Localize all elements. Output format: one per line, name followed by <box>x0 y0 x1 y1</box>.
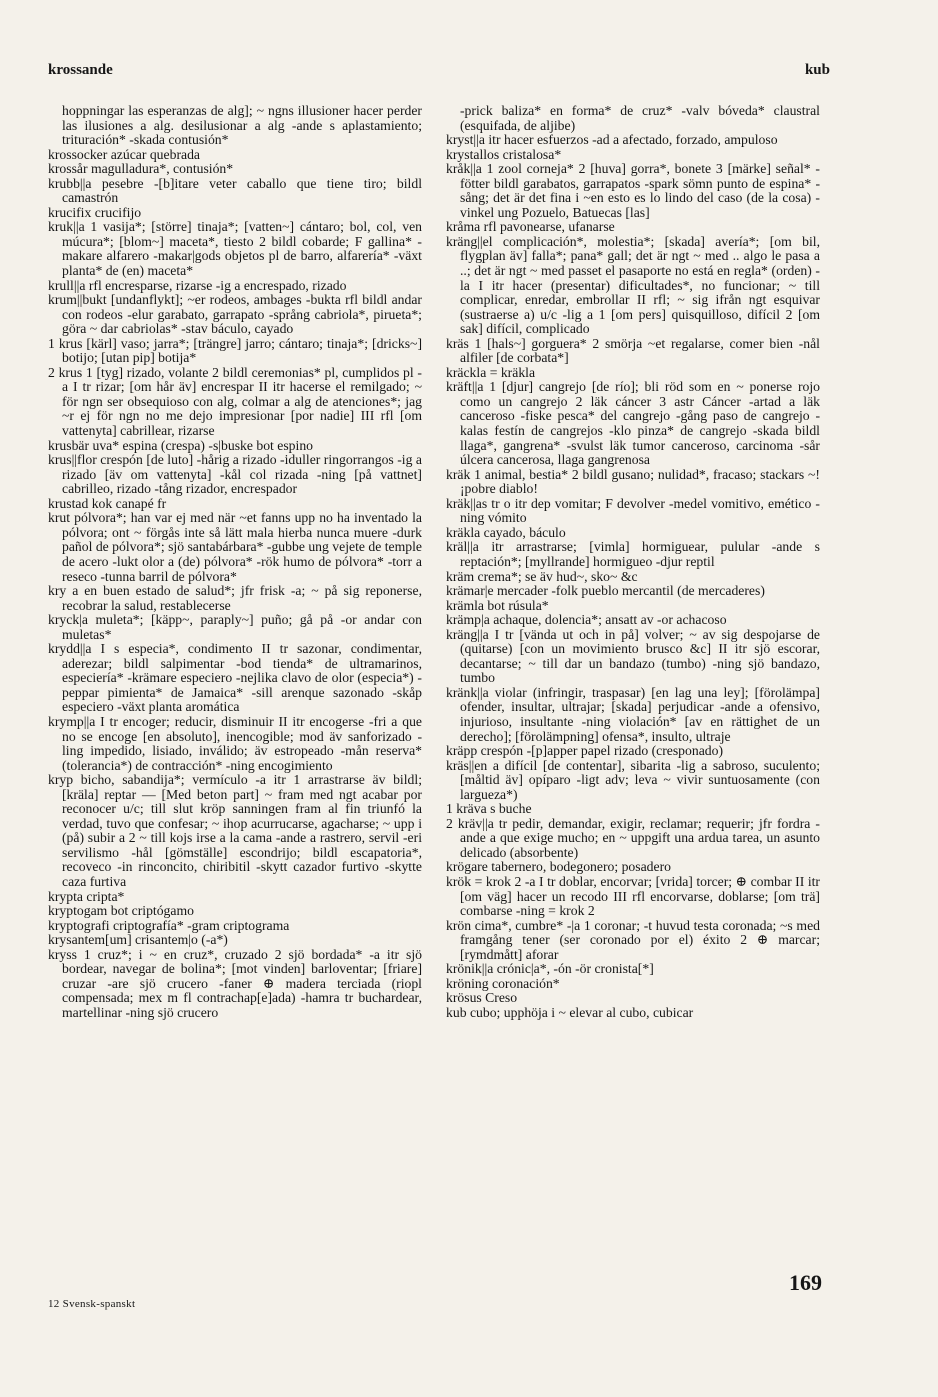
dictionary-entry: -prick baliza* en forma* de cruz* -valv bóveda* claustral (esquifada, de aljibe) <box>460 103 820 133</box>
dictionary-entry: 2 krus 1 [tyg] rizado, volante 2 bildl ceremonias* pl, cumplidos pl -a I tr rizar; [om hår äv] encrespar II itr hacerse el remilgado; ~ för ngn ser obsequioso con alg, colmar a alg de atenciones*; jag ~r ej för ngn no me dejo impresionar [por nadie] III rfl [om vattenyta] cabrillear, rizarse <box>48 364 422 439</box>
dictionary-entry: krystallos cristalosa* <box>446 146 562 162</box>
dictionary-entry: kub cubo; upphöja i ~ elevar al cubo, cubicar <box>446 1004 694 1020</box>
dictionary-entry: krämla bot rúsula* <box>446 597 549 613</box>
dictionary-entry: kräkla cayado, báculo <box>446 524 566 540</box>
dictionary-entry: krus||flor crespón [de luto] -hårig a rizado -iduller ringorrangos -ig a rizado [äv om vattenyta] -kål col rizada -ning [på vattnet] cabrilleo, rizado -tång rizador, encrespador <box>48 452 422 497</box>
dictionary-entry: kräl||a itr arrastrarse; [vimla] hormiguear, pulular -ande s reptación*; [myllrande] hormigueo -djur reptil <box>446 539 820 569</box>
running-head-last-word: kub <box>804 62 830 78</box>
dictionary-entry: kräft||a 1 [djur] cangrejo [de río]; bli röd som en ~ ponerse rojo como un cangrejo 2 läk cáncer 3 astr Cáncer -artad a läk canceroso -fiske pesca* del cangrejo -gång paso de cangrejo -kalas festín de cangrejos -klo pinza* de cangrejo -skada bildl llaga*, gangrena* -svulst läk tumor canceroso, carcinoma -sår úlcera cancerosa, llaga gangrenosa <box>446 379 820 468</box>
dictionary-entry: krämar|e mercader -folk pueblo mercantil (de mercaderes) <box>446 583 765 599</box>
dictionary-entry: kräk||as tr o itr dep vomitar; F devolver -medel vomitivo, emético -ning vómito <box>446 495 820 526</box>
dictionary-entry: kräk 1 animal, bestia* 2 bildl gusano; nulidad*, fracaso; stackars ~! ¡pobre diablo! <box>446 466 820 497</box>
signature-mark: 12 Svensk-spanskt <box>48 1298 136 1310</box>
dictionary-entry: 2 kräv||a tr pedir, demandar, exigir, reclamar; requerir; jfr fordra -ande a que exige mucho; en ~ uppgift una ardua tarea, un asunto delicado (absorbente) <box>446 815 820 860</box>
dictionary-entry: 1 kräva s buche <box>446 801 532 817</box>
dictionary-entry: kräng||el complicación*, molestia*; [skada] avería*; [om bil, flygplan äv] falla*; pana* gall; det är ngt ~ med .. algo le pasa a ..; det är ngt ~ med passet el pasaporte no está en regla* (orden) -la I itr hacer (presentar) dificultades*, no funcionar; ~ till complicar, enredar, embrollar II rfl; ~ sig ifrån ngt esquivar (sustraerse a) u/c -lig a 1 [om pers] quisquilloso, difícil 2 [om sak] difícil, complicado <box>446 233 820 337</box>
dictionary-entry: kryptografi criptografía* -gram criptograma <box>48 917 290 933</box>
dictionary-entry: kräm crema*; se äv hud~, sko~ &c <box>446 568 638 584</box>
dictionary-entry: kränk||a violar (infringir, traspasar) [en lag una ley]; [förolämpa] ofender, insultar, ultrajar; [skada] perjudicar -ande a ofensivo, injurioso, insultante -ning violación* [av en rättighet de un derecho]; [förolämpning] ofensa*, insulto, ultraje <box>446 684 820 744</box>
page-number: 169 <box>789 1270 822 1295</box>
dictionary-entry: krypta cripta* <box>48 888 125 904</box>
right-column <box>446 104 820 1020</box>
dictionary-entry: kröning coronación* <box>446 975 560 991</box>
running-head-first-word: krossande <box>48 62 113 78</box>
dictionary-entry: krämp|a achaque, dolencia*; ansatt av -or achacoso <box>446 612 727 628</box>
dictionary-entry: krön cima*, cumbre* -|a 1 coronar; -t huvud testa coronada; ~s med framgång tener (ser coronado por el) éxito 2 ⊕ marcar; [rymdmått] aforar <box>446 917 820 962</box>
dictionary-entry: 1 krus [kärl] vaso; jarra*; [trängre] jarro; cántaro; tinaja*; [dricks~] botijo; [utan pip] botija* <box>48 335 422 366</box>
dictionary-entry: kräng||a I tr [vända ut och in på] volver; ~ av sig despojarse de (quitarse) [con un movimiento brusco &c] II itr sjö escorar, decantarse; ~ till dar un bandazo (tumbo) -ning sjö bandazo, tumbo <box>446 626 820 686</box>
dictionary-entry: krull||a rfl encresparse, rizarse -ig a encrespado, rizado <box>48 277 347 293</box>
dictionary-entry: kråk||a 1 zool corneja* 2 [huva] gorra*, bonete 3 [märke] señal* -fötter bildl garabatos, garrapatos -spark sömn punto de espina* -sång; det är det fina i ~en esto es lo lindo del caso (de la cosa) -vinkel ung Pozuelo, Batuecas [las] <box>446 161 820 220</box>
dictionary-entry: krustad kok canapé fr <box>48 495 167 511</box>
dictionary-entry: krösus Creso <box>446 990 518 1006</box>
dictionary-entry: krossocker azúcar quebrada <box>48 146 200 162</box>
dictionary-entry: krönik||a crónic|a*, -ón -ör cronista[*] <box>446 961 654 977</box>
dictionary-entry: krysantem[um] crisantem|o (-a*) <box>48 932 228 948</box>
dictionary-entry: kryst||a itr hacer esfuerzos -ad a afectado, forzado, ampuloso <box>446 132 778 148</box>
dictionary-entry: kryss 1 cruz*; i ~ en cruz*, cruzado 2 sjö bordada* -a itr sjö bordear, navegar de bolina*; [mot vinden] barloventar; [friare] cruzar -are sjö crucero -faner ⊕ madera terciada (riopl compensada; mex m fl contrachap[e]ada) -hamra tr buchardear, martellinar -ning sjö crucero <box>48 946 422 1020</box>
dictionary-entry: kräckla = kräkla <box>446 364 536 380</box>
dictionary-entry: krum||bukt [undanflykt]; ~er rodeos, ambages -bukta rfl bildl andar con rodeos -elur garabato, garrapato -språng cabriola*, pirueta*; göra ~ dar cabriolas* -stav báculo, cayado <box>48 292 422 337</box>
dictionary-entry: kräpp crespón -[p]apper papel rizado (cresponado) <box>446 743 724 759</box>
dictionary-entry: krucifix crucifijo <box>48 204 142 220</box>
dictionary-entry: krut pólvora*; han var ej med när ~et fanns upp no ha inventado la pólvora; ont ~ förgås inte så lätt mala hierba nunca muere -durk pañol de pólvora*; sjö santabárbara* -gubbe ung vejete de temple de acero -lukt olor a (de) pólvora* -rök humo de pólvora* -torr a reseco -tunna barril de pólvora* <box>48 510 422 584</box>
dictionary-entry: kråma rfl pavonearse, ufanarse <box>446 219 615 235</box>
dictionary-entry: kräs 1 [hals~] gorguera* 2 smörja ~et regalarse, comer bien -nål alfiler [de corbata*] <box>446 335 820 366</box>
dictionary-entry: krydd||a I s especia*, condimento II tr sazonar, condimentar, aderezar; bildl salpimentar -bod tienda* de ultramarinos, especiería* -krämare especiero -nejlika clavo de olor (especia*) -peppar pimienta* de Jamaica* -sill arenque sazonado -skåp especiero -växt planta aromática <box>48 641 422 715</box>
dictionary-entry: kry a en buen estado de salud*; jfr frisk -a; ~ på sig reponerse, recobrar la salud, restablecerse <box>48 583 422 613</box>
dictionary-entry: kryptogam bot criptógamo <box>48 903 194 919</box>
left-column <box>48 104 422 1020</box>
dictionary-entry: krusbär uva* espina (crespa) -s|buske bot espino <box>48 437 314 453</box>
dictionary-entry: hoppningar las esperanzas de alg]; ~ ngns illusioner hacer perder las ilusiones a alg. desilusionar a alg -ande s aplastamiento; trituración* -skada contusión* <box>62 103 422 148</box>
dictionary-entry: krymp||a I tr encoger; reducir, disminuir II itr encogerse -fri a que no se encoge [en absoluto], inencogible; mod äv sanforizado -ling impedido, lisiado, inválido; äv estropeado -mån reserva* (tolerancia*) de contracción* -ning encogimiento <box>48 713 422 773</box>
dictionary-entry: kruk||a 1 vasija*; [större] tinaja*; [vatten~] cántaro; bol, col, ven múcura*; [blom~] maceta*, tiesto 2 bildl cobarde; F gallina* -makare alfarero -makar|gods objetos pl de barro, alfarería* -växt planta* de (en) maceta* <box>48 219 422 279</box>
dictionary-entry: kryp bicho, sabandija*; vermículo -a itr 1 arrastrarse äv bildl; [kräla] reptar — [Med beton part] ~ fram med ngt acabar por reconocer u/c; till slut kröp sanningen fram al fin triunfó la verdad, tuvo que confesar; ~ ihop acurrucarse, agacharse; ~ upp i (på) subir a 2 ~ till kojs irse a la cama -ande a rastrero, servil -eri servilismo -hål [gömställe] escondrijo; bildl escapatoria*, recoveco -in rinconcito, chiribitil -skytt cazador furtivo -skytte caza furtiva <box>48 772 422 889</box>
dictionary-entry: kryck|a muleta*; [käpp~, paraply~] puño; gå på -or andar con muletas* <box>48 612 422 642</box>
dictionary-entry: krubb||a pesebre -[b]itare veter caballo que tiene tiro; bildl camastrón <box>48 175 422 206</box>
dictionary-entry: krök = krok 2 -a I tr doblar, encorvar; [vrida] torcer; ⊕ combar II itr [om väg] hacer un recodo III rfl encorvarse, doblarse; [om trä] combarse -ning = krok 2 <box>446 873 820 919</box>
dictionary-entry: kräs||en a difícil [de contentar], sibarita -lig a sabroso, suculento; [måltid äv] opíparo -ligt adv; leva ~ vivir suntuosamente (con largueza*) <box>446 757 820 802</box>
dictionary-entry: krögare tabernero, bodegonero; posadero <box>446 859 671 875</box>
dictionary-entry: krossår magulladura*, contusión* <box>48 161 234 177</box>
